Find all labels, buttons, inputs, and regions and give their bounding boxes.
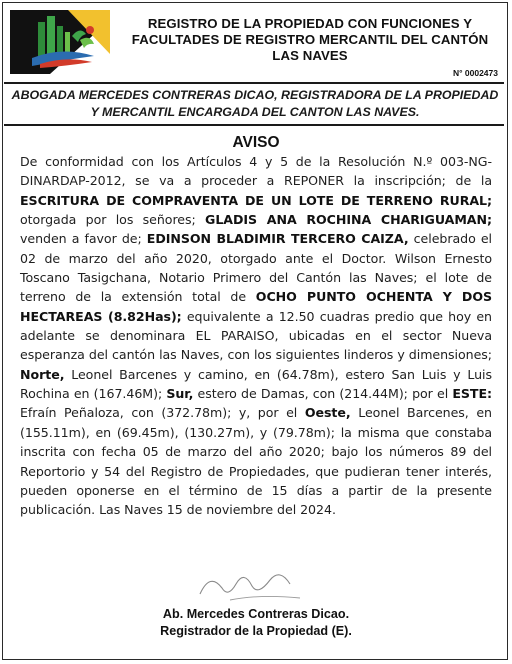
notice-title: AVISO xyxy=(232,134,280,151)
registry-logo xyxy=(10,10,110,74)
notice-body-bold-run: OCHO PUNTO OCHENTA Y DOS HECTAREAS (8.82Has); xyxy=(20,289,492,324)
notice-body-run: estero de Damas, con (214.44M); por el xyxy=(193,386,453,402)
notice-body-run: Efraín Peñaloza, con (372.78m); y, por el xyxy=(20,405,305,421)
notice-body-bold-run: GLADIS ANA ROCHINA CHARIGUAMAN; xyxy=(205,212,492,228)
registry-title: REGISTRO DE LA PROPIEDAD CON FUNCIONES Y FACULTADES DE REGISTRO MERCANTIL DEL CANTÓN LAS NAVES xyxy=(131,16,489,63)
notice-body-run: equivalente a 12.50 cuadras predio que hoy en adelante se denominara EL PARAISO, ubicadas en el sector Nueva esperanza del cantón las Naves, con los siguientes linderos y dimensiones; xyxy=(20,308,492,363)
notice-body-run: De conformidad con los Artículos 4 y 5 de la Resolución N.º 003-NG- DINARDAP-2012, se va a proceder a REPONER la inscripción; de la xyxy=(20,154,492,189)
notice-body-run: Leonel Barcenes, en (155.11m), en (69.45m), (130.27m), y (79.78m); la misma que constaba inscrita con fecha 05 de marzo del año 2020; bajo los números 89 del Reportorio y 54 del Registro de Propiedades, que pudieran tener interés, pueden oponerse en el término de 15 días a partir de la presente publicación. Las Naves 15 de noviembre del 2024. xyxy=(20,405,492,518)
notice-body-bold-run: EDINSON BLADIMIR TERCERO CAIZA, xyxy=(146,231,409,247)
signer-role: Registrador de la Propiedad (E). xyxy=(160,624,352,638)
notice-body-bold-run: Sur, xyxy=(166,386,194,402)
divider xyxy=(4,124,504,126)
notice-body-bold-run: Norte, xyxy=(20,366,65,382)
notice-body-run: Leonel Barcenes y camino, en (64.78m), estero San Luis y Luis Rochina en (167.46M); xyxy=(20,366,492,402)
handwritten-signature xyxy=(140,560,370,608)
notice-body xyxy=(20,152,492,520)
notice-body-bold-run: ESTE: xyxy=(452,386,492,402)
notice-body-run: otorgada por los señores; xyxy=(20,212,206,228)
divider xyxy=(4,82,504,84)
notice-body-bold-run: Oeste, xyxy=(304,405,351,421)
notice-body-run: celebrado el 02 de marzo del año 2020, otorgado ante el Doctor. Wilson Ernesto Toscano Tasigchana, Notario Primero del Cantón las Naves; el lote de terreno de la extensión total de xyxy=(20,231,492,305)
signer-name: Ab. Mercedes Contreras Dicao. xyxy=(162,607,350,621)
notice-body-bold-run: ESCRITURA DE COMPRAVENTA DE UN LOTE DE TERRENO RURAL; xyxy=(20,192,492,208)
notice-body-run: venden a favor de; xyxy=(20,231,147,247)
serial-number: N° 0002473 xyxy=(453,68,498,78)
registrar-heading: ABOGADA MERCEDES CONTRERAS DICAO, REGISTRADORA DE LA PROPIEDAD Y MERCANTIL ENCARGADA DEL CANTON LAS NAVES. xyxy=(11,88,499,119)
header xyxy=(4,4,506,82)
